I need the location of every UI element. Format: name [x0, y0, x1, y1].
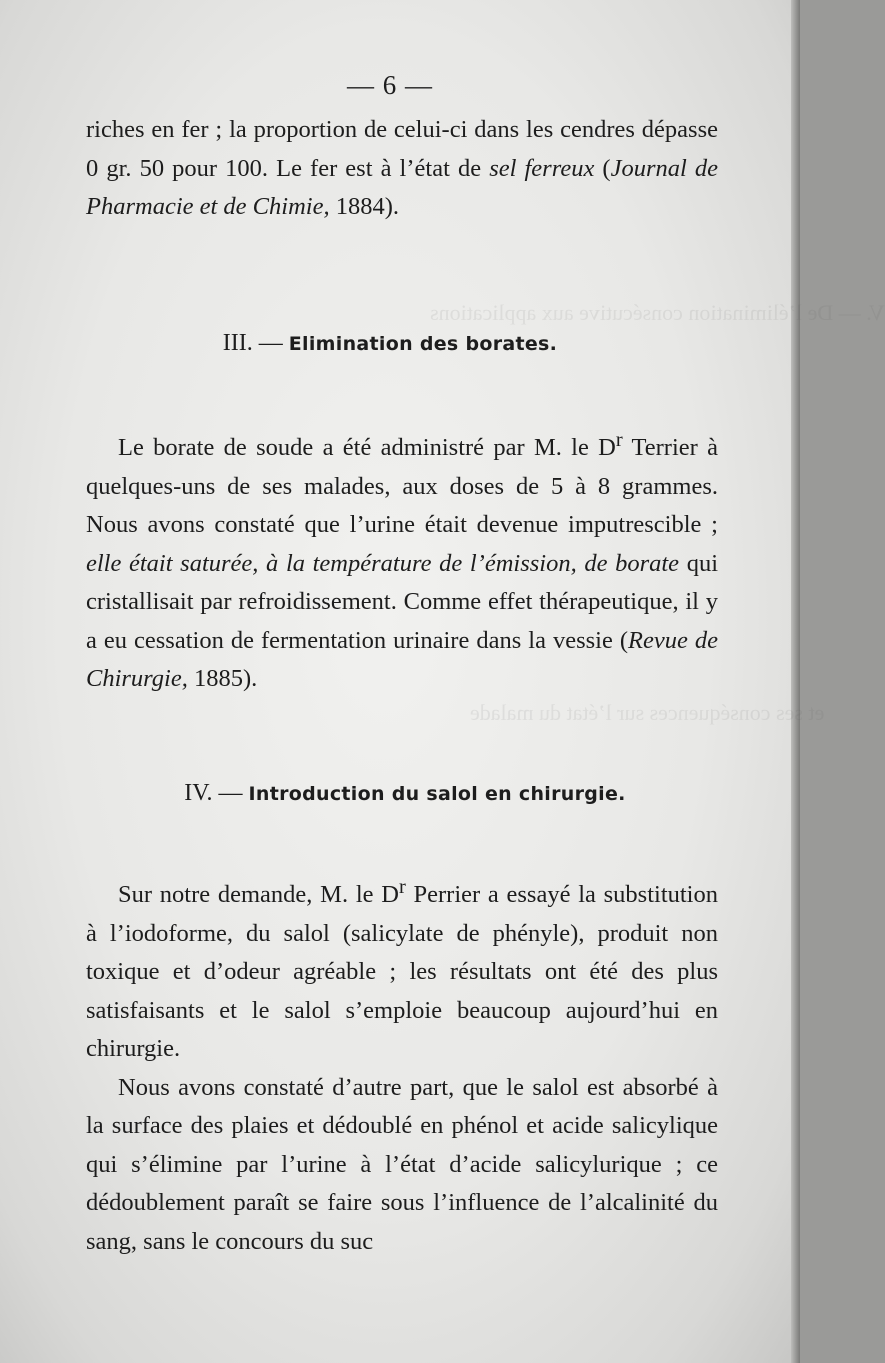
superscript: r	[615, 429, 623, 451]
paragraph-text: Perrier a essayé la substitution à l’iodoforme, du salol (salicylate de phényle), produit non toxique et d’odeur agréable ; les résultats ont été des plus satisfaisants et le salol s’emploie beaucoup aujourd’hui en chirurgie.	[86, 881, 718, 1063]
paragraph-text: 1885).	[187, 665, 258, 693]
journal-citation: Revue de Chirurgie,	[86, 626, 718, 693]
section-heading-iv	[5, 780, 805, 807]
paragraph-text: Le borate de soude a été administré par M. le D	[118, 434, 616, 462]
section-number: III. —	[222, 330, 283, 356]
italic-term: sel ferreux	[489, 154, 595, 182]
page-edge-shadow	[791, 0, 800, 1363]
paragraph-text: Terrier à quelques-uns de ses malades, aux doses de 5 à 8 grammes. Nous avons constaté que l’urine était devenue imputrescible ;	[86, 434, 718, 539]
paragraph-text: Sur notre demande, M. le D	[118, 881, 399, 909]
page-number: — 6 —	[347, 70, 433, 100]
italic-passage: elle était saturée, à la température de l’émission, de borate	[86, 549, 680, 577]
superscript: r	[398, 876, 406, 898]
paragraph-text: riches en fer ; la proportion de celui-ci dans les cendres dépasse 0 gr. 50 pour 100. Le fer est à l’état de	[86, 116, 718, 182]
paragraph-text: 1884).	[329, 193, 399, 220]
paragraph-text: qui cristallisait par refroidissement. Comme effet thérapeutique, il y a eu cessation de fermentation urinaire dans la vessie (	[86, 549, 719, 654]
bleed-through-text-2: et ses conséquences sur l’état du malade	[470, 700, 825, 725]
paragraph-iron-content	[86, 111, 718, 227]
bleed-through-text: V. — De l’élimination consécutive aux applications	[430, 300, 885, 325]
section-title: Elimination des borates.	[288, 333, 558, 355]
journal-citation: Journal de Pharmacie et de Chimie,	[86, 154, 718, 220]
paragraph-salol-substitution	[86, 868, 718, 1069]
paragraph-salol-absorption: Nous avons constaté d’autre part, que le salol est absorbé à la surface des plaies et dédoublé en phénol et acide salicylique qui s’élimine par l’urine à l’état d’acide salicylurique ; ce dédoublement paraît se faire sous l’influence de l’alcalinité du sang, sans le concours du suc	[86, 1073, 718, 1255]
section-title: Introduction du salol en chirurgie.	[248, 783, 626, 805]
section-salol-body	[86, 868, 718, 1261]
section-heading-iii	[0, 330, 790, 357]
paragraph-text: (	[594, 154, 611, 182]
paragraph-borate	[86, 421, 718, 699]
section-number: IV. —	[184, 780, 243, 806]
